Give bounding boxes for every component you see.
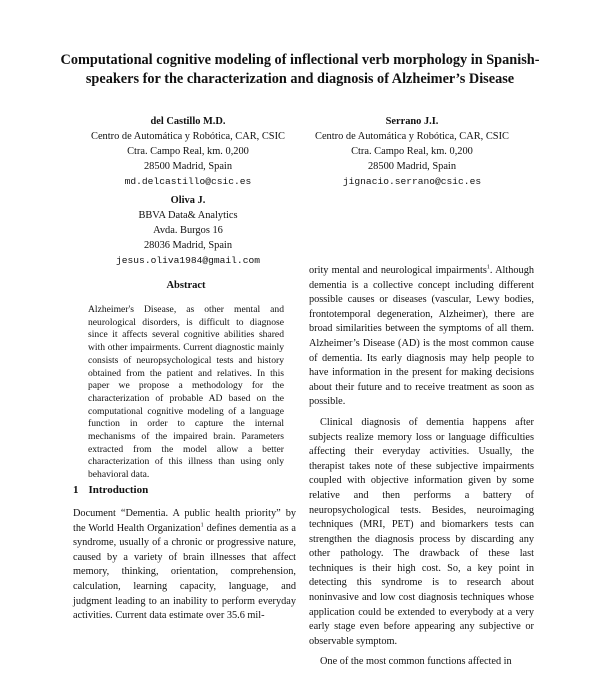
- author-name: del Castillo M.D.: [150, 116, 226, 127]
- footnote-marker[interactable]: 1: [486, 264, 490, 271]
- author-address: Avda. Burgos 16: [153, 225, 223, 236]
- footnote-marker[interactable]: 1: [200, 522, 204, 529]
- paper-title: Computational cognitive modeling of inflectional verb morphology in Spanish-speakers for the characterization and diagnosis of Alzheimer’s Disease: [60, 52, 540, 87]
- author-address: Ctra. Campo Real, km. 0,200: [127, 146, 249, 157]
- author-name: Serrano J.I.: [385, 116, 439, 127]
- paragraph: One of the most common functions affected in: [320, 656, 512, 668]
- section-number: 1: [73, 484, 79, 496]
- author-email[interactable]: jignacio.serrano@csic.es: [342, 176, 482, 187]
- intro-right-column: [309, 264, 534, 676]
- intro-text: Document “Dementia. A public health priority” by the World Health Organization: [73, 508, 296, 534]
- author-block-2: [302, 114, 522, 189]
- author-city: 28500 Madrid, Spain: [367, 161, 457, 172]
- paragraph-text: ority mental and neurological impairments: [309, 265, 487, 276]
- section-heading-introduction: [73, 484, 148, 496]
- author-email[interactable]: md.delcastillo@csic.es: [124, 176, 252, 187]
- paragraph: [309, 264, 534, 410]
- author-email[interactable]: jesus.oliva1984@gmail.com: [116, 255, 260, 266]
- abstract-text: Alzheimer's Disease, as other mental and neurological disorders, is difficult to diagnose since it affects several cognitive abilities shared with other impairments. Current diagnostic mainly consists of neuropsychological tests and history obtained from the patient and relatives. In this paper we propose a methodology for the characterization of probable AD based on the computational cognitive modeling of a language function in order to capture the internal mechanisms of the impaired brain. Parameters extracted from the model allow a better characterization of this illness than using only behavioral data.: [88, 304, 284, 481]
- section-title: Introduction: [88, 484, 149, 496]
- author-city: 28036 Madrid, Spain: [143, 240, 233, 251]
- paragraph-text-cont: . Although dementia is a collective concept including different possible causes or diseases (vascular, Lewy bodies, frontotemporal degeneration, Alzheimer), there are broad similarities between the symptoms of all them. Alzheimer’s Disease (AD) is the most common cause of dementia. Its early diagnosis may help people to have information in the present for making decisions about their future and to receive treatment as soon as possible.: [309, 265, 534, 408]
- author-block-1: [78, 114, 298, 189]
- author-affiliation: Centro de Automática y Robótica, CAR, CSIC: [91, 131, 285, 142]
- author-address: Ctra. Campo Real, km. 0,200: [351, 146, 473, 157]
- author-affiliation: BBVA Data& Analytics: [138, 210, 238, 221]
- paragraph: Clinical diagnosis of dementia happens after subjects realize memory loss or language difficulties affecting their everyday activities. Usually, the therapist takes note of these subjective impairments coupled with objective information given by some relative and then performs a battery of neuropsychological tests. Besides, neuroimaging techniques (MRI, PET) and biomarkers tests can strengthen the diagnosis process by discarding any other pathology. The drawback of these last techniques is their high cost. So, a key point in detecting this syndrome is to research about noninvasive and low cost diagnosis techniques whose application could be extended to everybody at a very early stage even before appearing any subjective or observable symptom.: [309, 416, 534, 647]
- intro-text-cont: defines dementia as a syndrome, usually of a chronic or progressive nature, caused by a variety of brain illnesses that affect memory, thinking, orientation, comprehension, calculation, learning capacity, language, and judgment leading to an inability to perform everyday activities. Current data estimate over 35.6 mil-: [73, 522, 296, 622]
- author-affiliation: Centro de Automática y Robótica, CAR, CSIC: [315, 131, 509, 142]
- author-city: 28500 Madrid, Spain: [143, 161, 233, 172]
- author-block-3: [78, 193, 298, 268]
- abstract-heading: Abstract: [166, 280, 206, 291]
- intro-left-column: [73, 507, 296, 624]
- author-name: Oliva J.: [170, 195, 206, 206]
